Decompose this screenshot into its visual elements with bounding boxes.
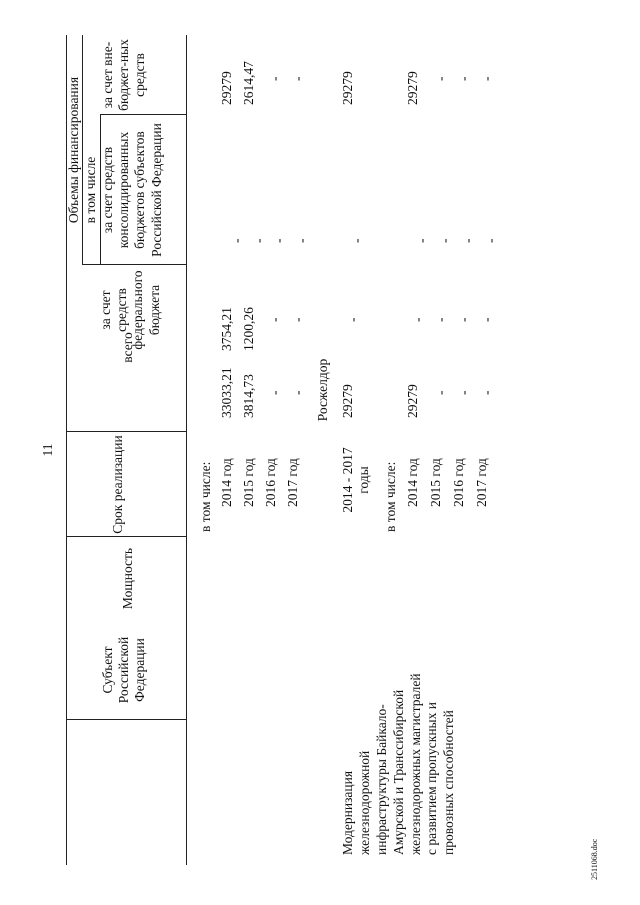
row-period: 2017 год <box>285 458 300 507</box>
cell-extra: - <box>479 76 494 81</box>
row-period: 2015 год <box>428 458 443 507</box>
row-period: 2014 год <box>219 458 234 507</box>
cell-federal: - <box>345 317 360 322</box>
header-subject: Субъект Российской Федерации <box>100 636 148 704</box>
cell-regional: - <box>251 238 266 243</box>
row-period: 2014 год <box>405 458 420 507</box>
cell-federal: 1200,26 <box>241 307 256 351</box>
cell-regional: - <box>437 238 452 243</box>
header-funding: Объемы финансирования <box>66 76 81 224</box>
header-federal: за счет средств федерального бюджета <box>98 270 162 350</box>
footer-code: 2511068.doc <box>590 838 599 880</box>
cell-federal: - <box>456 317 471 322</box>
cell-extra: - <box>267 76 282 81</box>
header-period: Срок реализации <box>110 435 125 534</box>
cell-extra: 29279 <box>340 71 355 105</box>
cell-federal: - <box>433 317 448 322</box>
cell-regional: - <box>414 238 429 243</box>
cell-extra: - <box>290 76 305 81</box>
row-period: 2017 год <box>474 458 489 507</box>
cell-total: - <box>479 390 494 395</box>
cell-federal: - <box>410 317 425 322</box>
row-period: 2014 - 2017 годы <box>340 447 372 513</box>
cell-regional: - <box>229 238 244 243</box>
cell-total: 29279 <box>405 384 420 418</box>
cell-federal: 3754,21 <box>219 307 234 351</box>
cell-total: 29279 <box>340 384 355 418</box>
cell-extra: 29279 <box>219 71 234 105</box>
row-label: в том числе: <box>198 461 213 532</box>
cell-regional: - <box>349 238 364 243</box>
cell-regional: - <box>294 238 309 243</box>
cell-extra: - <box>456 76 471 81</box>
section-heading: Росжелдор <box>315 358 330 422</box>
row-period: 2016 год <box>451 458 466 507</box>
header-including: в том числе <box>83 156 98 224</box>
row-period: 2016 год <box>263 458 278 507</box>
cell-federal: - <box>290 317 305 322</box>
cell-total: - <box>290 390 305 395</box>
header-capacity: Мощность <box>120 547 135 610</box>
header-total: всего <box>120 332 135 363</box>
cell-extra: 2614,47 <box>241 61 256 105</box>
cell-total: - <box>433 390 448 395</box>
cell-regional: - <box>483 238 498 243</box>
cell-regional: - <box>271 238 286 243</box>
cell-total: - <box>456 390 471 395</box>
cell-extra: - <box>433 76 448 81</box>
header-regional: за счет средств консолидированных бюджетов субъектов Российской Федерации <box>100 123 164 257</box>
cell-federal: - <box>267 317 282 322</box>
page-number: 11 <box>40 443 55 457</box>
cell-regional: - <box>460 238 475 243</box>
row-period: 2015 год <box>241 458 256 507</box>
cell-extra: 29279 <box>405 71 420 105</box>
cell-federal: - <box>479 317 494 322</box>
table-rule <box>186 35 187 865</box>
cell-total: 3814,73 <box>241 374 256 418</box>
row-label: в том числе: <box>383 461 398 532</box>
project-name: Модернизация железнодорожной инфраструктуры Байкало-Амурской и Транссибирской железнодорожных магистралей с развитием пропускных и провозных способностей <box>340 673 457 855</box>
cell-total: 33033,21 <box>219 367 234 418</box>
header-extra: за счет вне-бюджет-ных средств <box>100 39 148 111</box>
cell-total: - <box>267 390 282 395</box>
